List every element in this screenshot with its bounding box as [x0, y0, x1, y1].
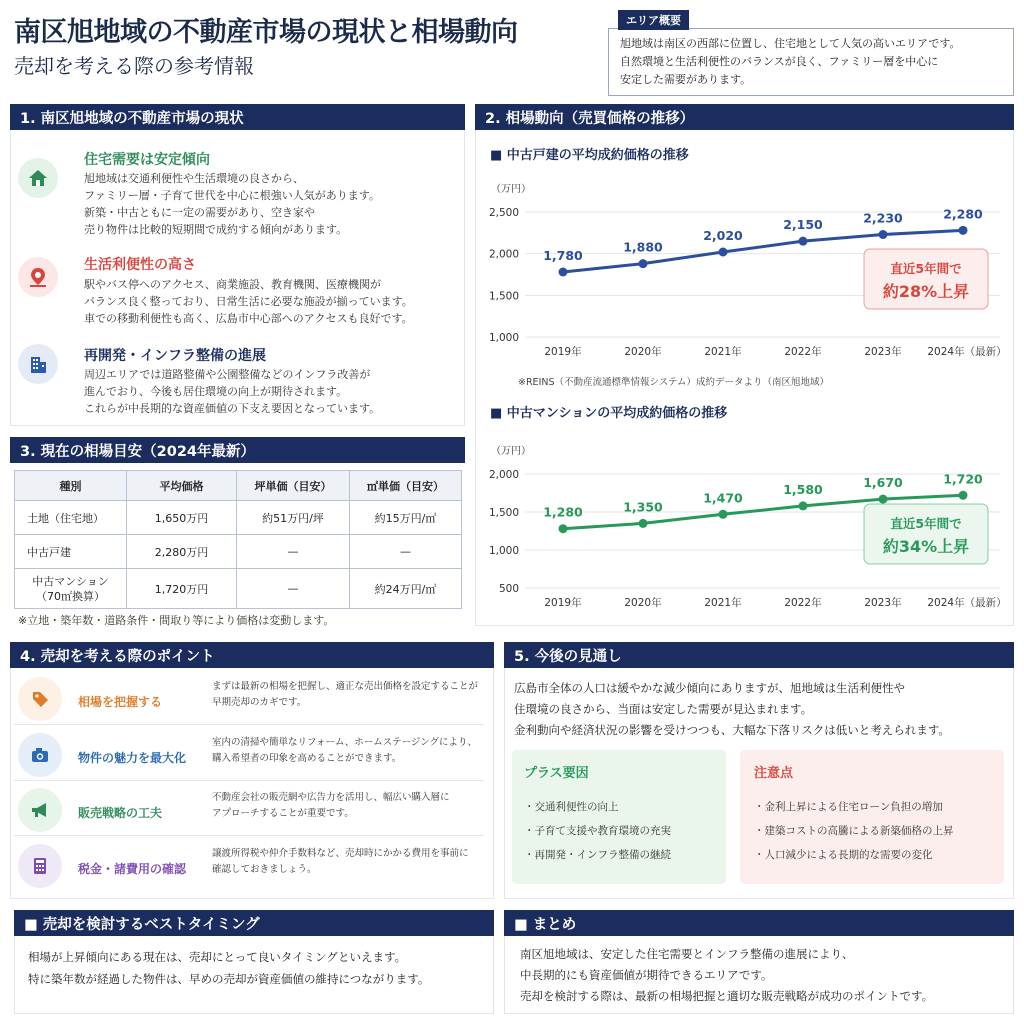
- x-tick-label: 2024年（最新）: [927, 597, 1007, 609]
- data-label: 1,580: [783, 481, 823, 497]
- summary-header: ■ まとめ: [504, 910, 1014, 936]
- table-cell: —: [350, 535, 462, 569]
- data-point: [879, 495, 888, 504]
- data-point: [959, 226, 968, 235]
- timing-header: ■ 売却を検討するベストタイミング: [14, 910, 494, 936]
- data-point: [799, 237, 808, 246]
- data-label: 2,150: [783, 217, 823, 233]
- data-point: [639, 519, 648, 528]
- point-row: [14, 673, 484, 725]
- map-pin-icon: [18, 257, 58, 297]
- table-note: ※立地・築年数・道路条件・間取り等により価格は変動します。: [18, 614, 335, 627]
- point-label: 相場を把握する: [78, 695, 163, 709]
- data-label: 1,780: [543, 248, 583, 263]
- camera-icon: [18, 733, 62, 777]
- y-tick-label: 500: [498, 583, 519, 595]
- badge-value: 約28%上昇: [882, 282, 970, 301]
- table-cell: 約51万円/坪: [237, 501, 350, 535]
- redevelopment-title: 再開発・インフラ整備の進展: [84, 348, 266, 364]
- point-label: 税金・諸費用の確認: [78, 862, 187, 876]
- table-header: 坪単価（目安）: [237, 471, 350, 501]
- y-axis-label: （万円）: [491, 446, 531, 457]
- x-tick-label: 2023年: [864, 346, 902, 358]
- y-tick-label: 1,000: [488, 545, 519, 557]
- price-table: [14, 470, 462, 609]
- timing-line: 相場が上昇傾向にある現在は、売却にとって良いタイミングといえます。: [28, 950, 407, 964]
- y-axis-label: （万円）: [491, 184, 531, 195]
- point-row: [14, 729, 484, 781]
- timing-line: 特に築年数が経過した物件は、早めの売却が資産価値の維持につながります。: [28, 972, 430, 986]
- x-tick-label: 2019年: [544, 597, 582, 609]
- y-tick-label: 2,500: [488, 207, 519, 219]
- plus-factors-panel: [512, 750, 726, 884]
- table-header-row: [15, 471, 462, 501]
- x-tick-label: 2022年: [784, 597, 822, 609]
- badge-value: 約34%上昇: [882, 537, 970, 556]
- section-5-header: 5. 今後の見通し: [504, 642, 1014, 668]
- section-1-header: 1. 南区旭地域の不動産市場の現状: [10, 104, 465, 130]
- page-title: 南区旭地域の不動産市場の現状と相場動向: [14, 17, 518, 48]
- table-row: [15, 535, 462, 569]
- x-tick-label: 2022年: [784, 346, 822, 358]
- table-cell: —: [237, 535, 350, 569]
- table-cell: 1,650万円: [127, 501, 237, 535]
- data-label: 1,280: [543, 504, 583, 520]
- chart-2-title: ■ 中古マンションの平均成約価格の推移: [490, 406, 728, 421]
- x-tick-label: 2020年: [624, 346, 662, 358]
- table-cell: 2,280万円: [127, 535, 237, 569]
- convenience-title: 生活利便性の高さ: [84, 257, 196, 273]
- badge-line: 直近5年間で: [890, 261, 962, 276]
- data-label: 1,470: [703, 490, 743, 506]
- house-icon: [18, 158, 58, 198]
- section-4-header: 4. 売却を考える際のポイント: [10, 642, 494, 668]
- point-label: 販売戦略の工夫: [78, 806, 163, 820]
- table-header: 平均価格: [127, 471, 237, 501]
- demand-title: 住宅需要は安定傾向: [84, 152, 210, 168]
- area-line: 安定した需要があります。: [620, 73, 752, 86]
- area-overview-text: [620, 35, 960, 89]
- data-point: [959, 491, 968, 500]
- table-header: 種別: [15, 471, 127, 501]
- y-tick-label: 1,500: [488, 290, 519, 303]
- data-point: [559, 268, 568, 277]
- y-tick-label: 2,000: [488, 469, 519, 481]
- calculator-icon: [18, 844, 62, 888]
- table-cell: 中古戸建: [15, 535, 127, 569]
- data-label: 1,350: [623, 499, 663, 515]
- y-tick-label: 1,500: [488, 507, 519, 519]
- table-cell: 約15万円/㎡: [350, 501, 462, 535]
- caution-title: 注意点: [754, 766, 794, 781]
- outlook-line: 広島市全体の人口は緩やかな減少傾向にありますが、旭地域は生活利便性や: [514, 681, 905, 695]
- outlook-line: 住環境の良さから、当面は安定した需要が見込まれます。: [514, 702, 813, 716]
- data-point: [719, 510, 728, 519]
- table-row: [15, 569, 462, 609]
- timing-text: [28, 946, 429, 990]
- caution-panel: [740, 750, 1004, 884]
- point-text: まずは最新の相場を把握し、適正な売出価格を設定することが 早期売却のカギです。: [212, 681, 479, 708]
- x-tick-label: 2020年: [624, 597, 662, 609]
- point-text: 不動産会社の販売網や広告力を活用し、幅広い購入層に アプローチすることが重要です。: [212, 792, 450, 819]
- caution-item: ・建築コストの高騰による新築価格の上昇: [754, 825, 954, 837]
- section-2-header: 2. 相場動向（売買価格の推移）: [475, 104, 1014, 130]
- y-tick-label: 2,000: [488, 248, 519, 261]
- data-label: 2,230: [863, 210, 903, 226]
- x-tick-label: 2021年: [704, 597, 742, 609]
- chart-condominium: [475, 424, 1014, 614]
- summary-text: [520, 944, 933, 1007]
- x-tick-label: 2023年: [864, 597, 902, 609]
- point-row: [14, 784, 484, 836]
- table-row: [15, 501, 462, 535]
- plus-item: ・子育て支援や教育環境の充実: [524, 825, 671, 837]
- data-point: [719, 248, 728, 257]
- area-line: 旭地域は南区の西部に位置し、住宅地として人気の高いエリアです。: [620, 37, 961, 50]
- summary-line: 売却を検討する際は、最新の相場把握と適切な販売戦略が成功のポイントです。: [520, 989, 934, 1003]
- point-label: 物件の魅力を最大化: [78, 751, 187, 765]
- data-point: [559, 524, 568, 533]
- data-point: [639, 259, 648, 268]
- table-cell: —: [237, 569, 350, 609]
- chart-detached-house: [475, 166, 1014, 366]
- plus-factors-title: プラス要因: [524, 766, 589, 781]
- caution-item: ・金利上昇による住宅ローン負担の増加: [754, 801, 943, 813]
- data-point: [879, 230, 888, 239]
- y-tick-label: 1,000: [488, 332, 519, 344]
- data-label: 1,880: [623, 239, 663, 255]
- data-label: 2,020: [703, 228, 743, 243]
- point-text: 室内の清掃や簡単なリフォーム、ホームステージングにより、 購入希望者の印象を高めることができます。: [212, 737, 478, 764]
- plus-item: ・交通利便性の向上: [524, 801, 619, 813]
- data-label: 1,720: [943, 471, 983, 487]
- x-tick-label: 2024年（最新）: [927, 346, 1007, 358]
- caution-item: ・人口減少による長期的な需要の変化: [754, 849, 933, 861]
- data-point: [799, 501, 808, 510]
- page-subtitle: 売却を考える際の参考情報: [14, 54, 254, 78]
- point-row: [14, 840, 484, 892]
- summary-line: 南区旭地域は、安定した住宅需要とインフラ整備の進展により、: [520, 947, 854, 961]
- price-tag-icon: [18, 677, 62, 721]
- table-cell: 約24万円/㎡: [350, 569, 462, 609]
- chart-1-title: ■ 中古戸建の平均成約価格の推移: [490, 148, 689, 163]
- data-label: 1,670: [863, 475, 903, 491]
- convenience-text: 駅やバス停へのアクセス、商業施設、教育機関、医療機関が バランス良く整っており、日常生活に必要な施設が揃っています。 車での移動利便性も高く、広島市中心部へのアクセスも良好です。: [84, 278, 413, 325]
- table-cell: 1,720万円: [127, 569, 237, 609]
- demand-text: 旭地域は交通利便性や生活環境の良さから、 ファミリー層・子育て世代を中心に根強い人気があります。 新築・中古ともに一定の需要があり、空き家や 売り物件は比較的短期間で成約する傾向があります。: [84, 172, 380, 236]
- table-cell: 土地（住宅地）: [15, 501, 127, 535]
- section-3-header: 3. 現在の相場目安（2024年最新）: [10, 437, 465, 463]
- point-text: 譲渡所得税や仲介手数料など、売却時にかかる費用を事前に 確認しておきましょう。: [212, 848, 469, 875]
- building-icon: [18, 344, 58, 384]
- data-label: 2,280: [943, 206, 983, 222]
- table-cell: 中古マンション （70㎡換算）: [15, 569, 127, 609]
- area-overview-tag: エリア概要: [618, 10, 689, 30]
- redevelopment-text: 周辺エリアでは道路整備や公園整備などのインフラ改善が 進んでおり、今後も居住環境の向上が期待されます。 これらが中長期的な資産価値の下支え要因となっています。: [84, 368, 381, 415]
- outlook-line: 金利動向や経済状況の影響を受けつつも、大幅な下落リスクは低いと考えられます。: [514, 723, 950, 737]
- summary-line: 中長期的にも資産価値が期待できるエリアです。: [520, 968, 773, 982]
- badge-line: 直近5年間で: [890, 516, 962, 531]
- plus-item: ・再開発・インフラ整備の継続: [524, 849, 671, 861]
- x-tick-label: 2019年: [544, 346, 582, 358]
- chart-1-note: ※REINS（不動産流通標準情報システム）成約データより（南区旭地域）: [518, 377, 830, 388]
- megaphone-icon: [18, 788, 62, 832]
- x-tick-label: 2021年: [704, 346, 742, 358]
- outlook-text: [514, 678, 950, 741]
- area-line: 自然環境と生活利便性のバランスが良く、ファミリー層を中心に: [620, 55, 939, 68]
- table-header: ㎡単価（目安）: [350, 471, 462, 501]
